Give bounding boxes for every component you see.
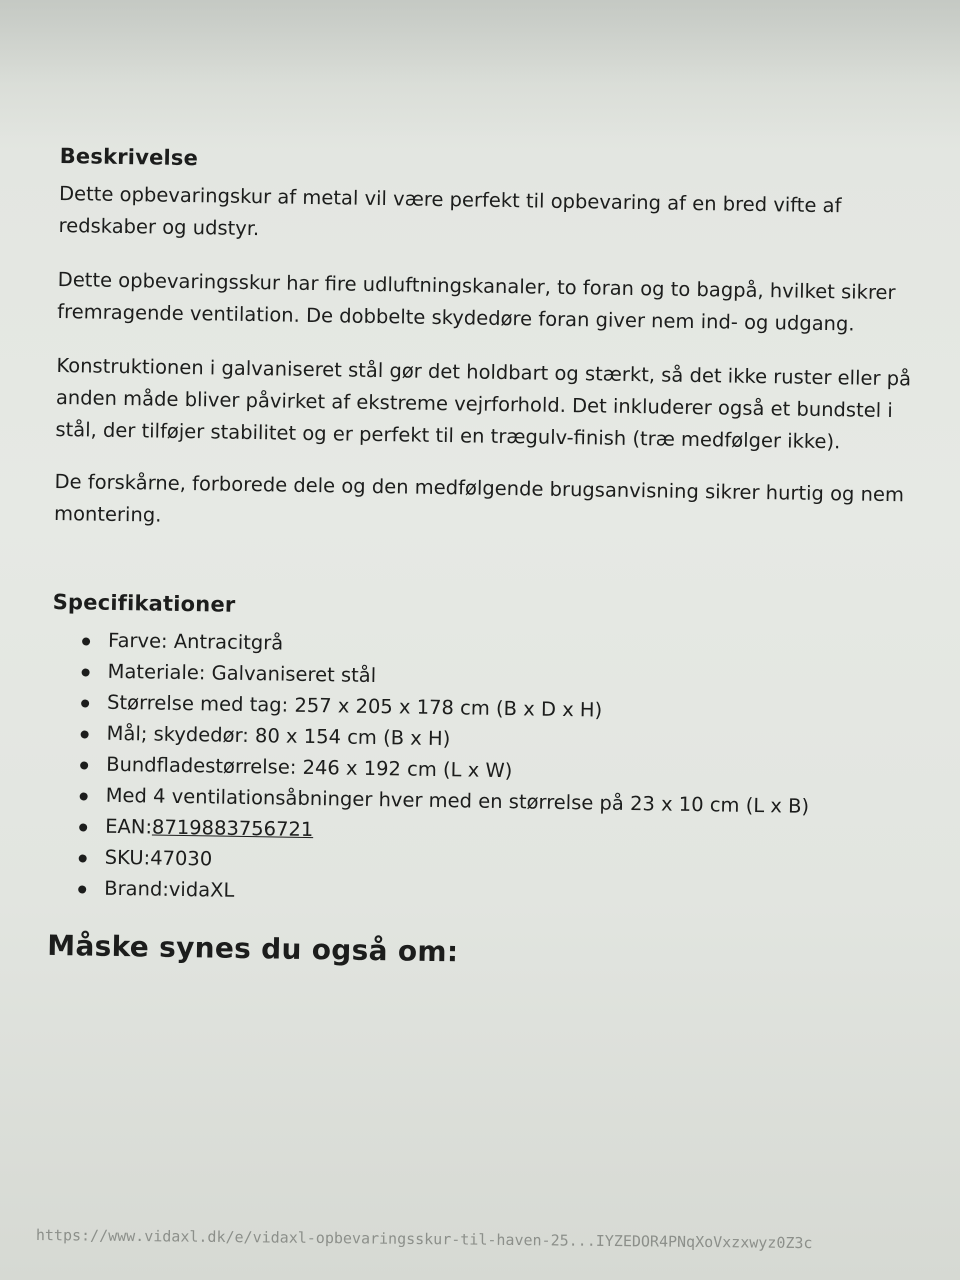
spec-item-text: Mål; skydedør: 80 x 154 cm (B x H) xyxy=(106,721,451,751)
bullet-icon xyxy=(81,730,89,738)
description-heading: Beskrivelse xyxy=(59,143,199,171)
specifications-heading: Specifikationer xyxy=(52,589,236,617)
bullet-icon xyxy=(82,668,90,676)
spec-item-text: Størrelse med tag: 257 x 205 x 178 cm (B x D x H) xyxy=(106,690,603,722)
ean-label: EAN: xyxy=(105,814,153,839)
specifications-list xyxy=(48,624,922,917)
also-like-heading: Måske synes du også om: xyxy=(47,928,459,969)
bullet-icon xyxy=(79,854,87,862)
ean-link[interactable]: 8719883756721 xyxy=(151,815,314,842)
description-paragraph-2: Dette opbevaringsskur har fire udluftningskanaler, to foran og to bagpå, hvilket sikrer fremragende ventilation. De dobbelte skydedøre foran giver nem ind- og udgang. xyxy=(57,267,896,336)
bullet-icon xyxy=(82,637,90,645)
spec-item-text: Bundfladestørrelse: 246 x 192 cm (L x W) xyxy=(105,752,513,783)
paper-shadow xyxy=(0,0,960,140)
bullet-icon xyxy=(80,761,88,769)
spec-item-text: Med 4 ventilationsåbninger hver med en størrelse på 23 x 10 cm (L x B) xyxy=(105,783,810,818)
description-paragraph-4: De forskårne, forborede dele og den medfølgende brugsanvisning sikrer hurtig og nem montering. xyxy=(53,469,905,527)
spec-item-text: SKU:47030 xyxy=(104,845,213,871)
bullet-icon xyxy=(79,823,87,831)
printed-url-footer: https://www.vidaxl.dk/e/vidaxl-opbevaringsskur-til-haven-25...IYZEDOR4PNqXoVxzxwyz0Z3c xyxy=(35,1226,813,1253)
description-paragraph-3: Konstruktionen i galvaniseret stål gør det holdbart og stærkt, så det ikke ruster eller på anden måde bliver påvirket af ekstreme vejrforhold. Det inkluderer også et bundstel i stål, der tilføjer stabilitet og er perfekt til en trægulv-finish (træ medfølger ikke). xyxy=(55,353,912,454)
bullet-icon xyxy=(78,885,86,893)
printed-page xyxy=(47,138,930,976)
bullet-icon xyxy=(80,792,88,800)
description-paragraph-1: Dette opbevaringskur af metal vil være perfekt til opbevaring af en bred vifte af redskaber og udstyr. xyxy=(58,181,842,241)
spec-item-text: Materiale: Galvaniseret stål xyxy=(107,659,377,688)
spec-item-text: Farve: Antracitgrå xyxy=(107,628,284,655)
bullet-icon xyxy=(81,699,89,707)
spec-item-text: Brand:vidaXL xyxy=(104,876,235,902)
